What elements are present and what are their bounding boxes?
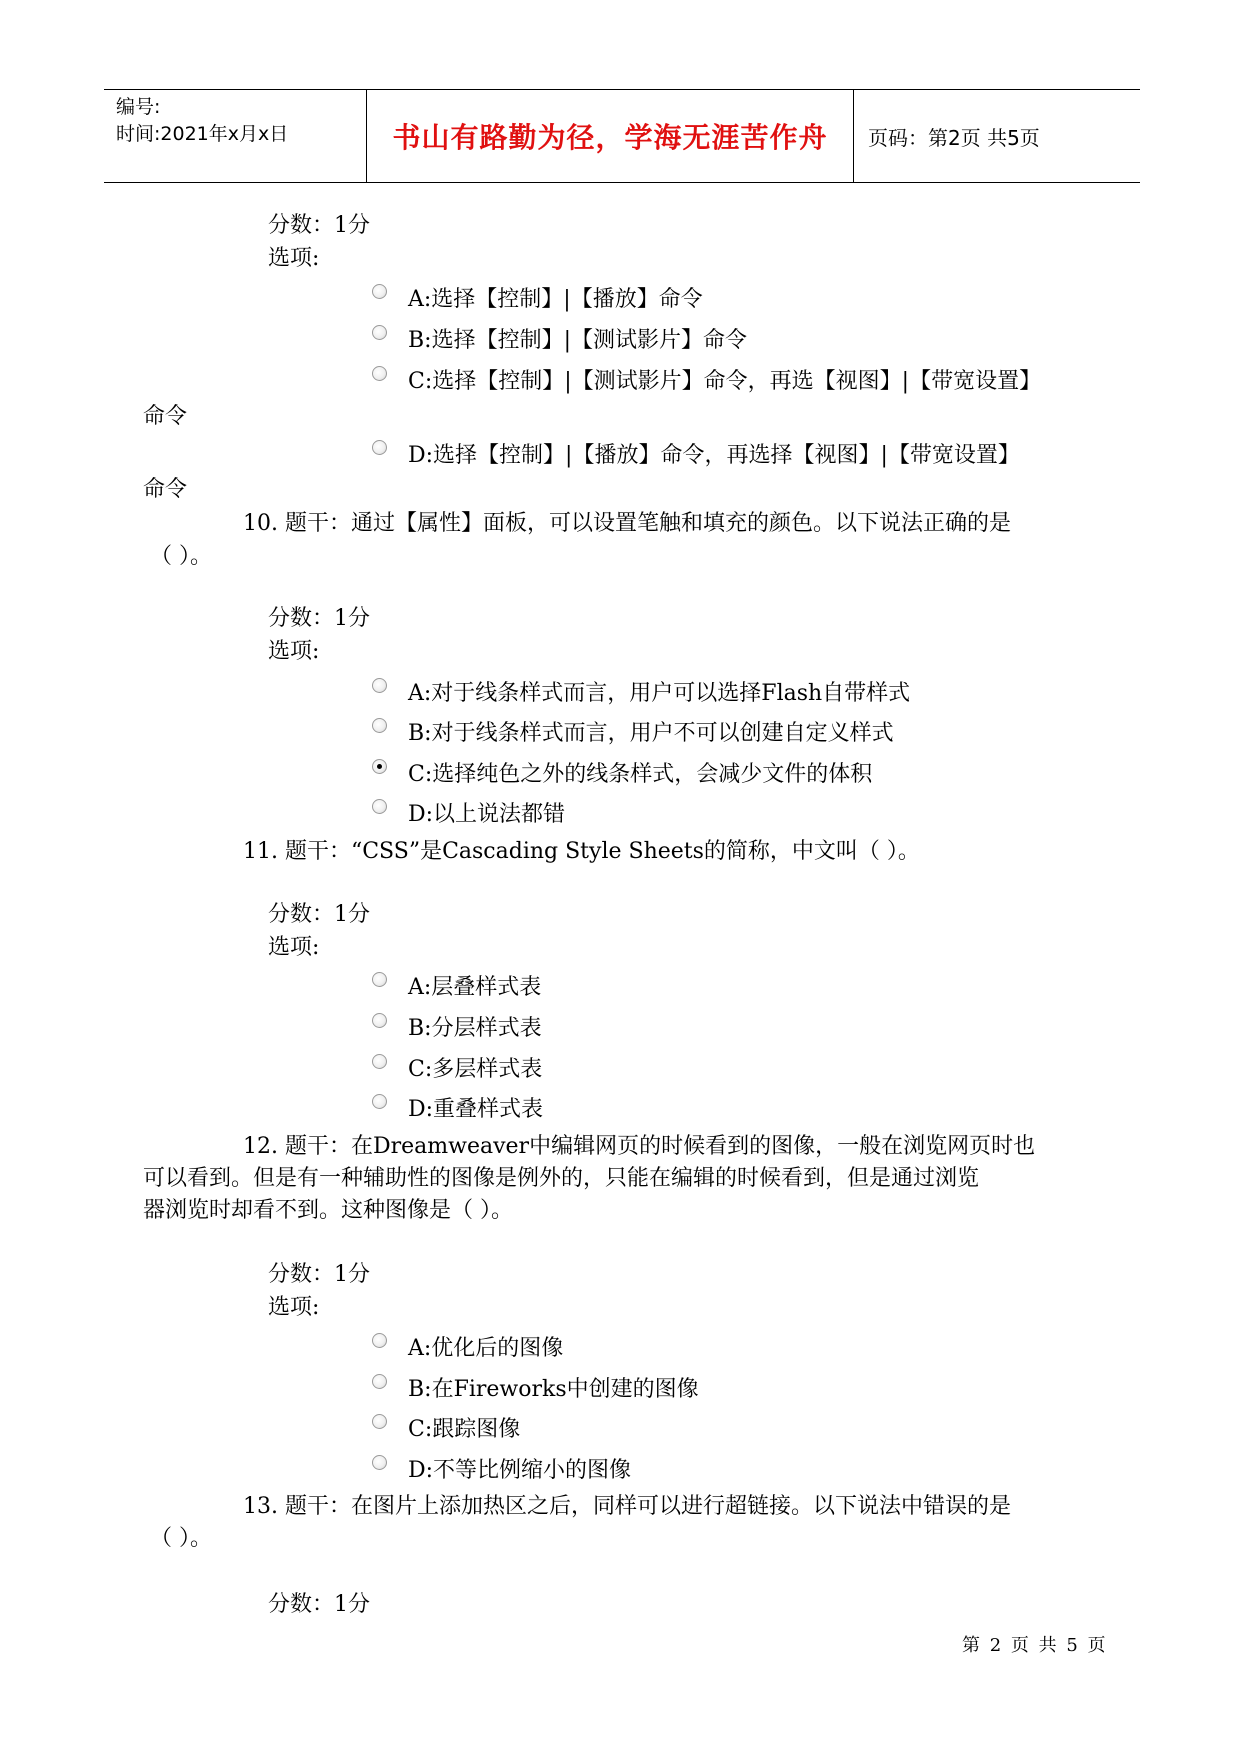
option-label: C:选择【控制】|【测试影片】命令，再选【视图】|【带宽设置】 — [408, 369, 1042, 394]
q13-stem-cont: （ ）。 — [150, 1526, 212, 1551]
q12-options-label: 选项: — [268, 1295, 320, 1320]
radio-icon[interactable] — [372, 718, 387, 733]
radio-icon[interactable] — [372, 1414, 387, 1429]
option-label: C:跟踪图像 — [408, 1417, 521, 1442]
q12-score: 分数：1分 — [268, 1262, 370, 1287]
q10-score: 分数：1分 — [268, 606, 370, 631]
option-label-continued: 命令 — [143, 404, 188, 429]
option-label: B:对于线条样式而言，用户不可以创建自定义样式 — [408, 721, 894, 746]
option-label: D:选择【控制】|【播放】命令，再选择【视图】|【带宽设置】 — [408, 443, 1020, 468]
option-label: B:选择【控制】|【测试影片】命令 — [408, 328, 747, 353]
header-meta — [104, 90, 366, 182]
radio-selected-icon[interactable] — [372, 759, 387, 774]
header-page-info: 页码：第2页 共5页 — [868, 125, 1040, 150]
radio-icon[interactable] — [372, 325, 387, 340]
header-motto: 书山有路勤为径，学海无涯苦作舟 — [366, 90, 854, 182]
q11-stem: 11. 题干：“CSS”是Cascading Style Sheets的简称，中文叫（ ）。 — [243, 839, 920, 864]
header-time-label: 时间:2021年x月x日 — [116, 123, 289, 145]
q10-options-label: 选项: — [268, 639, 320, 664]
option-label: D:以上说法都错 — [408, 802, 566, 827]
option-label: D:重叠样式表 — [408, 1097, 544, 1122]
option-label: D:不等比例缩小的图像 — [408, 1458, 632, 1483]
radio-icon[interactable] — [372, 678, 387, 693]
q11-score: 分数：1分 — [268, 902, 370, 927]
page-header — [104, 89, 1140, 183]
option-label: A:选择【控制】|【播放】命令 — [408, 287, 703, 312]
option-label: C:多层样式表 — [408, 1057, 543, 1082]
radio-icon[interactable] — [372, 366, 387, 381]
option-label-continued: 命令 — [143, 477, 188, 502]
radio-icon[interactable] — [372, 1013, 387, 1028]
q12-stem-cont-2: 器浏览时却看不到。这种图像是（ ）。 — [143, 1198, 513, 1223]
q10-stem-cont: （ ）。 — [150, 544, 212, 569]
radio-icon[interactable] — [372, 1374, 387, 1389]
radio-icon[interactable] — [372, 284, 387, 299]
header-number-label: 编号: — [116, 96, 161, 118]
radio-icon[interactable] — [372, 799, 387, 814]
q10-stem: 10. 题干：通过【属性】面板，可以设置笔触和填充的颜色。以下说法正确的是 — [243, 511, 1011, 536]
q11-options-label: 选项: — [268, 935, 320, 960]
option-label: B:在Fireworks中创建的图像 — [408, 1377, 699, 1402]
page-footer: 第 2 页 共 5 页 — [962, 1635, 1108, 1656]
q13-stem: 13. 题干：在图片上添加热区之后，同样可以进行超链接。以下说法中错误的是 — [243, 1494, 1011, 1519]
radio-icon[interactable] — [372, 1455, 387, 1470]
option-label: A:对于线条样式而言，用户可以选择Flash自带样式 — [408, 681, 911, 706]
radio-icon[interactable] — [372, 972, 387, 987]
option-label: C:选择纯色之外的线条样式，会减少文件的体积 — [408, 762, 873, 787]
radio-icon[interactable] — [372, 440, 387, 455]
q12-stem: 12. 题干：在Dreamweaver中编辑网页的时候看到的图像，一般在浏览网页时也 — [243, 1134, 1036, 1159]
option-label: A:层叠样式表 — [408, 975, 542, 1000]
option-label: B:分层样式表 — [408, 1016, 542, 1041]
radio-icon[interactable] — [372, 1054, 387, 1069]
q9-score: 分数：1分 — [268, 213, 370, 238]
q9-options-label: 选项: — [268, 246, 320, 271]
option-label: A:优化后的图像 — [408, 1336, 564, 1361]
q13-score: 分数：1分 — [268, 1592, 370, 1617]
q12-stem-cont-1: 可以看到。但是有一种辅助性的图像是例外的，只能在编辑的时候看到，但是通过浏览 — [143, 1166, 980, 1191]
radio-icon[interactable] — [372, 1333, 387, 1348]
radio-icon[interactable] — [372, 1094, 387, 1109]
